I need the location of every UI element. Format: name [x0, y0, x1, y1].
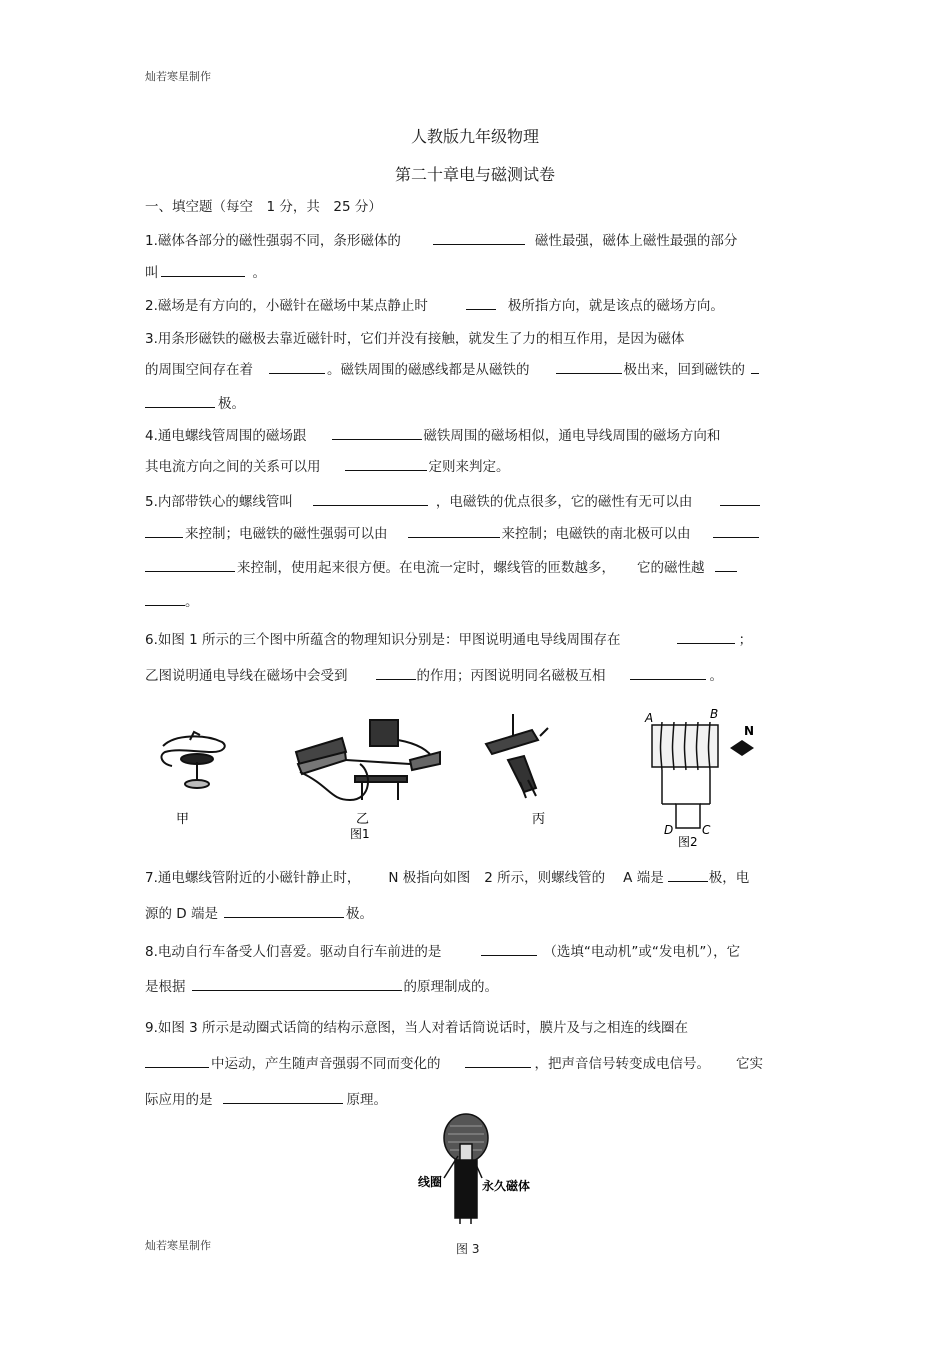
q1-text-a: 1.磁体各部分的磁性强弱不同，条形磁体的	[145, 233, 401, 249]
figure-2-label-c: C	[702, 823, 711, 837]
question-3-line-3	[145, 392, 245, 412]
answer-blank[interactable]	[145, 1054, 209, 1068]
figure-1	[0, 700, 950, 850]
question-3-line-2	[145, 358, 759, 378]
answer-blank[interactable]	[668, 868, 708, 882]
answer-blank[interactable]	[713, 524, 759, 538]
figure-jia-wire-compass	[161, 732, 224, 788]
answer-blank[interactable]	[145, 592, 185, 606]
answer-blank[interactable]	[630, 666, 706, 680]
q2-text-b: 极所指方向，就是该点的磁场方向。	[507, 298, 724, 314]
answer-blank[interactable]	[345, 457, 427, 471]
q5-text-g: 。	[185, 594, 199, 610]
figure-bing-magnets	[486, 714, 548, 798]
q6-text-d: 的作用；丙图说明同名磁极互相	[416, 668, 606, 684]
question-4-line-1	[145, 424, 720, 444]
question-5-line-4	[145, 590, 199, 610]
figure-3-label-magnet: 永久磁体	[482, 1179, 531, 1193]
q2-text-a: 2.磁场是有方向的，小磁针在磁场中某点静止时	[145, 298, 428, 314]
q8-text-d: 的原理制成的。	[403, 979, 498, 995]
answer-blank[interactable]	[145, 524, 183, 538]
figure-2-label-a: A	[645, 711, 654, 725]
answer-blank[interactable]	[376, 666, 416, 680]
question-5-line-2	[145, 522, 759, 542]
q1-text-b: 磁性最强，磁体上磁性最强的部分	[534, 233, 738, 249]
answer-blank[interactable]	[465, 1054, 531, 1068]
question-8-line-1	[145, 940, 740, 960]
q9-text-e: 际应用的是	[145, 1092, 213, 1108]
question-8-line-2	[145, 975, 498, 995]
footer-maker: 灿若寒星制作	[145, 1239, 211, 1252]
q4-text-d: 定则来判定。	[428, 459, 510, 475]
figure-2-caption: 图2	[678, 835, 698, 849]
figure-1-caption: 图1	[350, 827, 370, 841]
q3-text-c: 。磁铁周围的磁感线都是从磁铁的	[327, 362, 530, 378]
q5-text-f: 它的磁性越	[637, 560, 705, 576]
section-heading: 一、填空题（每空 1 分，共 25 分）	[145, 199, 382, 215]
answer-blank[interactable]	[161, 263, 245, 277]
page-subtitle: 第二十章电与磁测试卷	[394, 165, 555, 184]
answer-blank[interactable]	[481, 942, 537, 956]
question-5-line-3	[145, 556, 737, 576]
q7-text-e: 极，电	[708, 870, 750, 886]
answer-blank[interactable]	[223, 1090, 343, 1104]
answer-blank[interactable]	[677, 630, 735, 644]
answer-blank[interactable]	[313, 492, 428, 506]
question-1-line-1	[145, 229, 737, 249]
figure-jia-label: 甲	[176, 812, 190, 827]
q3-text-b: 的周围空间存在着	[145, 362, 253, 378]
q9-text-c: ，把声音信号转变成电信号。	[534, 1056, 710, 1072]
answer-blank[interactable]	[224, 904, 344, 918]
figure-3-microphone	[0, 1108, 950, 1238]
figure-3-label-coil: 线圈	[418, 1175, 443, 1189]
q1-text-d: 。	[252, 265, 266, 281]
answer-blank[interactable]	[192, 977, 402, 991]
question-2	[145, 294, 724, 314]
q6-text-b: ；	[738, 632, 753, 648]
answer-blank[interactable]	[751, 360, 759, 374]
q4-text-a: 4.通电螺线管周围的磁场跟	[145, 428, 307, 444]
figure-yi-apparatus	[296, 720, 440, 800]
answer-blank[interactable]	[466, 296, 496, 310]
page-title: 人教版九年级物理	[410, 127, 539, 146]
question-7-line-1	[145, 866, 749, 886]
q4-text-c: 其电流方向之间的关系可以用	[145, 459, 321, 475]
q7-text-c: 2 所示，则螺线管的	[484, 870, 606, 886]
q7-text-d: A 端是	[623, 870, 664, 886]
question-9-line-1: 9.如图 3 所示是动圈式话筒的结构示意图，当人对着话筒说话时，膜片及与之相连的线圈在	[145, 1020, 689, 1036]
q8-text-a: 8.电动自行车备受人们喜爱。驱动自行车前进的是	[145, 944, 442, 960]
q7-text-b: N 极指向如图	[388, 870, 471, 886]
figure-yi-label: 乙	[356, 812, 370, 827]
q3-text-e: 极。	[218, 396, 245, 412]
question-9-line-3	[145, 1088, 387, 1108]
q7-text-a: 7.通电螺线管附近的小磁针静止时，	[145, 870, 361, 886]
q5-text-b: ，电磁铁的优点很多，它的磁性有无可以由	[435, 494, 693, 510]
answer-blank[interactable]	[145, 558, 235, 572]
answer-blank[interactable]	[720, 492, 760, 506]
question-4-line-2	[145, 455, 510, 475]
answer-blank[interactable]	[269, 360, 325, 374]
q9-text-b: 中运动，产生随声音强弱不同而变化的	[211, 1056, 441, 1072]
figure-2-label-d: D	[664, 823, 674, 837]
figure-bing-label: 丙	[532, 812, 546, 827]
figure-3-caption: 图 3	[456, 1242, 480, 1256]
answer-blank[interactable]	[332, 426, 422, 440]
q1-text-c: 叫	[145, 265, 159, 281]
compass-needle-icon	[730, 740, 754, 756]
q6-text-e: 。	[709, 668, 723, 684]
question-3-line-1: 3.用条形磁铁的磁极去靠近磁针时，它们并没有接触，就发生了力的相互作用，是因为磁体	[145, 331, 685, 347]
q8-text-c: 是根据	[145, 979, 186, 995]
answer-blank[interactable]	[145, 394, 215, 408]
answer-blank[interactable]	[433, 231, 525, 245]
q7-text-f: 源的 D 端是	[145, 906, 218, 922]
q5-text-e: 来控制，使用起来很方便。在电流一定时，螺线管的匝数越多，	[237, 560, 615, 576]
q3-text-d: 极出来，回到磁铁的	[623, 362, 745, 378]
question-1-line-2	[145, 261, 266, 281]
question-9-line-2	[145, 1052, 763, 1072]
figure-2-label-b: B	[710, 707, 719, 721]
q5-text-a: 5.内部带铁心的螺线管叫	[145, 494, 293, 510]
q9-text-d: 它实	[736, 1056, 763, 1072]
q4-text-b: 磁铁周围的磁场相似，通电导线周围的磁场方向和	[423, 428, 721, 444]
q5-text-d: 来控制；电磁铁的南北极可以由	[501, 526, 691, 542]
q9-text-f: 原理。	[346, 1092, 387, 1108]
q8-text-b: （选填“电动机”或“发电机”），它	[543, 944, 741, 960]
q7-text-g: 极。	[345, 906, 373, 922]
figure-2-solenoid	[652, 722, 718, 828]
q6-text-a: 6.如图 1 所示的三个图中所蕴含的物理知识分别是：甲图说明通电导线周围存在	[145, 632, 621, 648]
q5-text-c: 来控制；电磁铁的磁性强弱可以由	[185, 526, 388, 542]
question-5-line-1	[145, 490, 760, 510]
question-6-line-1	[145, 628, 752, 648]
answer-blank[interactable]	[556, 360, 622, 374]
answer-blank[interactable]	[408, 524, 500, 538]
question-6-line-2	[145, 664, 723, 684]
q6-text-c: 乙图说明通电导线在磁场中会受到	[145, 668, 348, 684]
question-7-line-2	[145, 902, 373, 922]
header-maker: 灿若寒星制作	[145, 70, 211, 83]
figure-2-label-n: N	[744, 724, 755, 738]
answer-blank[interactable]	[715, 558, 737, 572]
